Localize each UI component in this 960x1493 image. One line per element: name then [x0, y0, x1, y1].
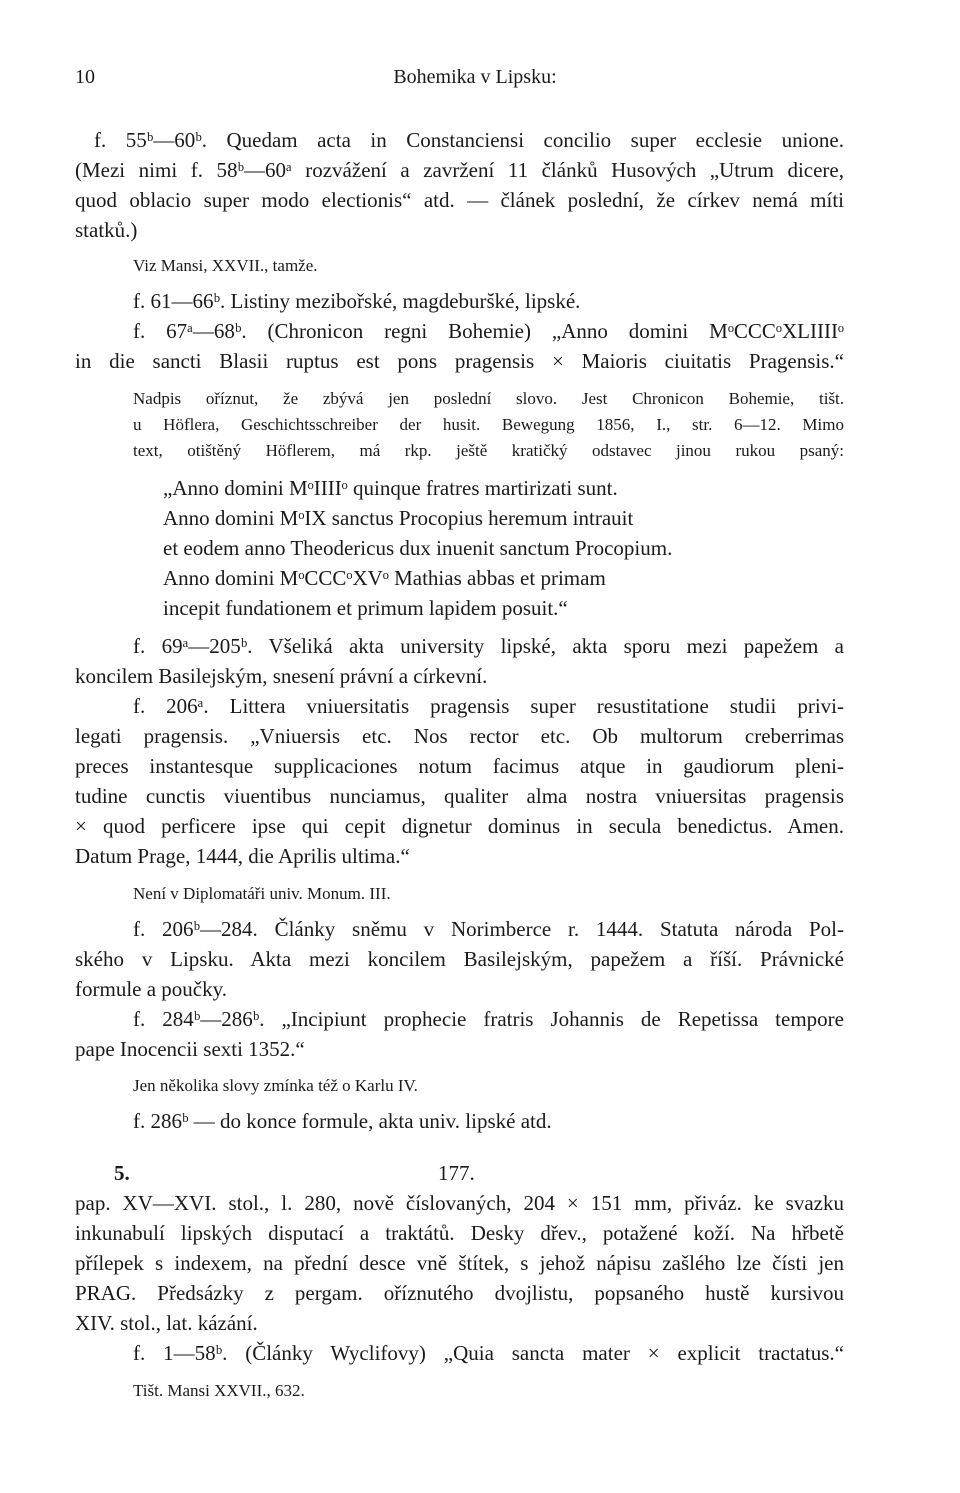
text-line: incepit fundationem et primum lapidem posuit.“	[163, 596, 568, 620]
text-line: legati pragensis. „Vniuersis etc. Nos rector etc. Ob multorum creberrimas	[75, 724, 844, 748]
text-line: Datum Prage, 1444, die Aprilis ultima.“	[75, 844, 410, 868]
text-line: preces instantesque supplicaciones notum facimus atque in gaudiorum pleni-	[75, 754, 844, 778]
text-line: XIV. stol., lat. kázání.	[75, 1311, 258, 1335]
text-line: Není v Diplomatáři univ. Monum. III.	[133, 884, 391, 903]
text-line: × quod perficere ipse qui cepit dignetur dominus in secula benedictus. Amen.	[75, 814, 844, 838]
text-line: 5.	[114, 1161, 130, 1185]
text-line: Viz Mansi, XXVII., tamže.	[133, 256, 318, 275]
text-line: Anno domini MᵒCCCᵒXVᵒ Mathias abbas et primam	[163, 566, 606, 590]
text-line: 177.	[438, 1161, 475, 1185]
text-line: f. 284ᵇ—286ᵇ. „Incipiunt prophecie fratris Johannis de Repetissa tempore	[133, 1007, 844, 1031]
text-line: PRAG. Předsázky z pergam. oříznutého dvojlistu, popsaného hustě kursivou	[75, 1281, 844, 1305]
text-line: f. 286ᵇ — do konce formule, akta univ. lipské atd.	[133, 1109, 552, 1133]
text-line: tudine cunctis viuentibus nunciamus, qualiter alma nostra vniuersitas pragensis	[75, 784, 844, 808]
text-line: quod oblacio super modo electionis“ atd. — článek poslední, že církev nemá míti	[75, 188, 844, 212]
text-line: f. 206ᵃ. Littera vniuersitatis pragensis super resustitatione studii privi-	[133, 694, 844, 718]
text-line: in die sancti Blasii ruptus est pons pragensis × Maioris ciuitatis Pragensis.“	[75, 349, 844, 373]
text-line: Jen několika slovy zmínka též o Karlu IV.	[133, 1076, 418, 1095]
text-line: „Anno domini MᵒIIIIᵒ quinque fratres martirizati sunt.	[163, 476, 618, 500]
text-line: statků.)	[75, 218, 138, 242]
text-line: f. 206ᵇ—284. Články sněmu v Norimberce r. 1444. Statuta národa Pol-	[133, 917, 844, 941]
text-line: f. 69ᵃ—205ᵇ. Všeliká akta university lipské, akta sporu mezi papežem a	[133, 634, 844, 658]
text-line: f. 61—66ᵇ. Listiny mezibořské, magdeburs̆ké, lipské.	[133, 289, 581, 313]
text-line: text, otištěný Höflerem, má rkp. ještě kratičký odstavec jinou rukou psaný:	[133, 441, 844, 460]
text-line: f. 67ᵃ—68ᵇ. (Chronicon regni Bohemie) „Anno domini MᵒCCCᵒXLIIIIᵒ	[133, 319, 844, 343]
text-line: pap. XV—XVI. stol., l. 280, nově číslovaných, 204 × 151 mm, přiváz. ke svazku	[75, 1191, 844, 1215]
text-line: ského v Lipsku. Akta mezi koncilem Basilejským, papežem a říší. Právnické	[75, 947, 844, 971]
text-line: pape Inocencii sexti 1352.“	[75, 1037, 305, 1061]
text-line: Anno domini MᵒIX sanctus Procopius heremum intrauit	[163, 506, 634, 530]
text-line: Nadpis oříznut, že zbývá jen poslední slovo. Jest Chronicon Bohemie, tišt.	[133, 389, 844, 408]
text-line: u Höflera, Geschichtsschreiber der husit. Bewegung 1856, I., str. 6—12. Mimo	[133, 415, 844, 434]
running-title: Bohemika v Lipsku:	[393, 66, 557, 88]
text-line: přílepek s indexem, na přední desce vně štítek, s jehož nápisu zašlého lze čísti jen	[75, 1251, 844, 1275]
text-line: (Mezi nimi f. 58ᵇ—60ᵃ rozvážení a zavržení 11 článků Husových „Utrum dicere,	[75, 158, 844, 182]
page-header	[75, 66, 875, 96]
text-line: koncilem Basilejským, snesení právní a církevní.	[75, 664, 488, 688]
text-line: f. 1—58ᵇ. (Články Wyclifovy) „Quia sancta mater × explicit tractatus.“	[133, 1341, 844, 1365]
text-line: et eodem anno Theodericus dux inuenit sanctum Procopium.	[163, 536, 673, 560]
page-number: 10	[75, 66, 95, 88]
text-line: formule a poučky.	[75, 977, 228, 1001]
text-line: f. 55ᵇ—60ᵇ. Quedam acta in Constanciensi concilio super ecclesie unione.	[94, 128, 844, 152]
text-line: inkunabulí lipských disputací a traktátů. Desky dřev., potažené koží. Na hřbetě	[75, 1221, 844, 1245]
text-line: Tišt. Mansi XXVII., 632.	[133, 1381, 305, 1400]
